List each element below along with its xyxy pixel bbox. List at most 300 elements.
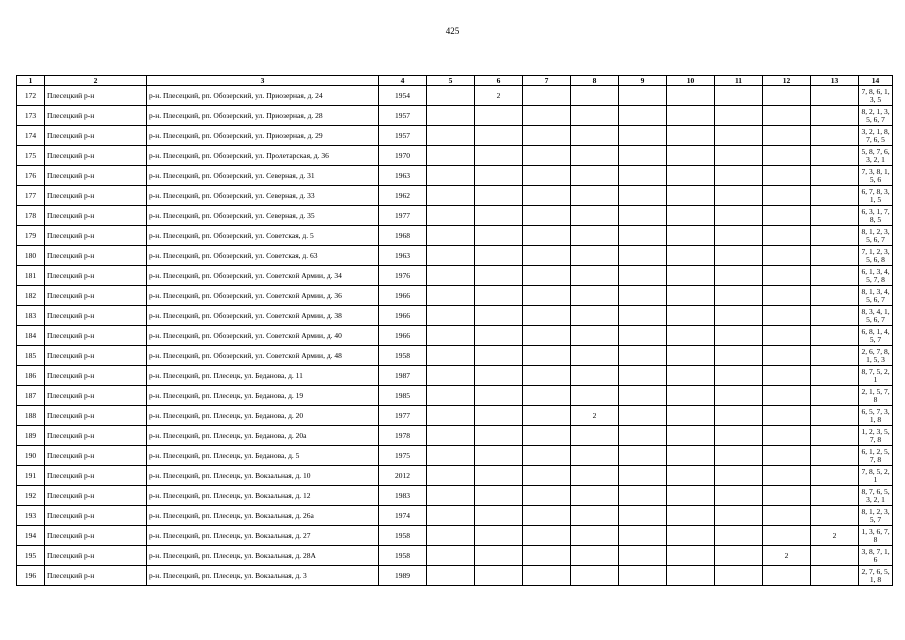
table-row	[17, 286, 893, 306]
col5-cell	[427, 146, 475, 166]
row-number: 194	[17, 526, 45, 546]
col10-cell	[667, 506, 715, 526]
col6-cell	[475, 126, 523, 146]
col11-cell	[715, 306, 763, 326]
district-cell: Плесецкий р-н	[45, 406, 147, 426]
col13-cell	[811, 426, 859, 446]
col11-cell	[715, 326, 763, 346]
col13-cell	[811, 466, 859, 486]
row-number: 181	[17, 266, 45, 286]
col6-cell	[475, 206, 523, 226]
district-cell: Плесецкий р-н	[45, 346, 147, 366]
col9-cell	[619, 206, 667, 226]
col10-cell	[667, 406, 715, 426]
col9-cell	[619, 546, 667, 566]
col5-cell	[427, 286, 475, 306]
col9-cell	[619, 406, 667, 426]
col9-cell	[619, 106, 667, 126]
col11-cell	[715, 226, 763, 246]
codes-cell: 8, 3, 4, 1, 5, 6, 7	[859, 306, 893, 326]
year-cell: 1958	[379, 546, 427, 566]
col5-cell	[427, 346, 475, 366]
table-row	[17, 566, 893, 586]
district-cell: Плесецкий р-н	[45, 446, 147, 466]
district-cell: Плесецкий р-н	[45, 146, 147, 166]
col13-cell	[811, 406, 859, 426]
year-cell: 1987	[379, 366, 427, 386]
row-number: 173	[17, 106, 45, 126]
col9-cell	[619, 246, 667, 266]
col13-cell: 2	[811, 526, 859, 546]
col13-cell	[811, 126, 859, 146]
district-cell: Плесецкий р-н	[45, 426, 147, 446]
col10-cell	[667, 466, 715, 486]
col9-cell	[619, 86, 667, 106]
col11-cell	[715, 126, 763, 146]
col-header-10: 10	[667, 76, 715, 86]
col10-cell	[667, 306, 715, 326]
row-number: 193	[17, 506, 45, 526]
col7-cell	[523, 86, 571, 106]
col7-cell	[523, 126, 571, 146]
col13-cell	[811, 186, 859, 206]
table-row	[17, 486, 893, 506]
col11-cell	[715, 486, 763, 506]
district-cell: Плесецкий р-н	[45, 506, 147, 526]
col13-cell	[811, 206, 859, 226]
col8-cell: 2	[571, 406, 619, 426]
col-header-12: 12	[763, 76, 811, 86]
col12-cell	[763, 526, 811, 546]
col8-cell	[571, 226, 619, 246]
col8-cell	[571, 286, 619, 306]
col11-cell	[715, 366, 763, 386]
codes-cell: 2, 1, 5, 7, 8	[859, 386, 893, 406]
address-cell: р-н. Плесецкий, рп. Обозерский, ул. Северная, д. 35	[147, 206, 379, 226]
col6-cell	[475, 166, 523, 186]
year-cell: 1985	[379, 386, 427, 406]
col13-cell	[811, 166, 859, 186]
district-cell: Плесецкий р-н	[45, 526, 147, 546]
col6-cell	[475, 146, 523, 166]
col5-cell	[427, 106, 475, 126]
col9-cell	[619, 466, 667, 486]
year-cell: 1958	[379, 526, 427, 546]
col11-cell	[715, 206, 763, 226]
col-header-3: 3	[147, 76, 379, 86]
col6-cell	[475, 326, 523, 346]
row-number: 184	[17, 326, 45, 346]
col8-cell	[571, 386, 619, 406]
year-cell: 1966	[379, 306, 427, 326]
row-number: 187	[17, 386, 45, 406]
table-body	[17, 86, 893, 586]
col5-cell	[427, 166, 475, 186]
col10-cell	[667, 426, 715, 446]
codes-cell: 8, 2, 1, 3, 5, 6, 7	[859, 106, 893, 126]
col11-cell	[715, 246, 763, 266]
col6-cell	[475, 486, 523, 506]
col6-cell	[475, 466, 523, 486]
year-cell: 2012	[379, 466, 427, 486]
col10-cell	[667, 266, 715, 286]
col7-cell	[523, 286, 571, 306]
col7-cell	[523, 546, 571, 566]
col13-cell	[811, 286, 859, 306]
col8-cell	[571, 206, 619, 226]
col6-cell	[475, 566, 523, 586]
district-cell: Плесецкий р-н	[45, 206, 147, 226]
address-cell: р-н. Плесецкий, рп. Обозерский, ул. Пролетарская, д. 36	[147, 146, 379, 166]
year-cell: 1963	[379, 166, 427, 186]
row-number: 192	[17, 486, 45, 506]
year-cell: 1958	[379, 346, 427, 366]
col6-cell	[475, 446, 523, 466]
col11-cell	[715, 446, 763, 466]
table-row	[17, 466, 893, 486]
year-cell: 1957	[379, 106, 427, 126]
address-cell: р-н. Плесецкий, рп. Обозерский, ул. Советской Армии, д. 40	[147, 326, 379, 346]
codes-cell: 7, 8, 6, 1, 3, 5	[859, 86, 893, 106]
col6-cell	[475, 186, 523, 206]
col12-cell	[763, 346, 811, 366]
year-cell: 1966	[379, 286, 427, 306]
row-number: 190	[17, 446, 45, 466]
col5-cell	[427, 366, 475, 386]
col10-cell	[667, 106, 715, 126]
address-cell: р-н. Плесецкий, рп. Обозерский, ул. Советской Армии, д. 48	[147, 346, 379, 366]
col9-cell	[619, 146, 667, 166]
row-number: 191	[17, 466, 45, 486]
col13-cell	[811, 86, 859, 106]
row-number: 176	[17, 166, 45, 186]
col13-cell	[811, 506, 859, 526]
table-row	[17, 326, 893, 346]
table-row	[17, 366, 893, 386]
col9-cell	[619, 126, 667, 146]
table-row	[17, 226, 893, 246]
col7-cell	[523, 446, 571, 466]
col13-cell	[811, 246, 859, 266]
col11-cell	[715, 186, 763, 206]
table-row	[17, 166, 893, 186]
year-cell: 1978	[379, 426, 427, 446]
col9-cell	[619, 506, 667, 526]
col7-cell	[523, 346, 571, 366]
col12-cell	[763, 426, 811, 446]
table-row	[17, 386, 893, 406]
col8-cell	[571, 486, 619, 506]
codes-cell: 2, 6, 7, 8, 1, 5, 3	[859, 346, 893, 366]
col13-cell	[811, 106, 859, 126]
col8-cell	[571, 306, 619, 326]
district-cell: Плесецкий р-н	[45, 86, 147, 106]
row-number: 185	[17, 346, 45, 366]
col12-cell	[763, 486, 811, 506]
col13-cell	[811, 146, 859, 166]
col6-cell: 2	[475, 86, 523, 106]
codes-cell: 6, 3, 1, 7, 8, 5	[859, 206, 893, 226]
district-cell: Плесецкий р-н	[45, 386, 147, 406]
codes-cell: 7, 1, 2, 3, 5, 6, 8	[859, 246, 893, 266]
col9-cell	[619, 526, 667, 546]
col8-cell	[571, 246, 619, 266]
page-number: 425	[445, 26, 460, 36]
col8-cell	[571, 86, 619, 106]
col8-cell	[571, 526, 619, 546]
col12-cell	[763, 446, 811, 466]
col9-cell	[619, 446, 667, 466]
col12-cell	[763, 306, 811, 326]
table-row	[17, 86, 893, 106]
col12-cell	[763, 506, 811, 526]
year-cell: 1989	[379, 566, 427, 586]
year-cell: 1962	[379, 186, 427, 206]
col11-cell	[715, 466, 763, 486]
address-cell: р-н. Плесецкий, рп. Обозерский, ул. Советская, д. 63	[147, 246, 379, 266]
district-cell: Плесецкий р-н	[45, 166, 147, 186]
col5-cell	[427, 566, 475, 586]
col10-cell	[667, 546, 715, 566]
col7-cell	[523, 406, 571, 426]
col9-cell	[619, 326, 667, 346]
col6-cell	[475, 266, 523, 286]
address-cell: р-н. Плесецкий, рп. Плесецк, ул. Беданова, д. 20а	[147, 426, 379, 446]
codes-cell: 1, 2, 3, 5, 7, 8	[859, 426, 893, 446]
address-cell: р-н. Плесецкий, рп. Плесецк, ул. Вокзальная, д. 10	[147, 466, 379, 486]
col8-cell	[571, 186, 619, 206]
row-number: 178	[17, 206, 45, 226]
col6-cell	[475, 406, 523, 426]
col13-cell	[811, 266, 859, 286]
codes-cell: 1, 3, 6, 7, 8	[859, 526, 893, 546]
row-number: 175	[17, 146, 45, 166]
col8-cell	[571, 566, 619, 586]
col5-cell	[427, 246, 475, 266]
col8-cell	[571, 106, 619, 126]
col13-cell	[811, 386, 859, 406]
col12-cell	[763, 186, 811, 206]
col11-cell	[715, 346, 763, 366]
codes-cell: 8, 7, 5, 2, 1	[859, 366, 893, 386]
col10-cell	[667, 246, 715, 266]
col9-cell	[619, 166, 667, 186]
col7-cell	[523, 166, 571, 186]
col10-cell	[667, 286, 715, 306]
year-cell: 1977	[379, 406, 427, 426]
col7-cell	[523, 466, 571, 486]
col10-cell	[667, 366, 715, 386]
district-cell: Плесецкий р-н	[45, 566, 147, 586]
col10-cell	[667, 206, 715, 226]
table-row	[17, 406, 893, 426]
col-header-14: 14	[859, 76, 893, 86]
district-cell: Плесецкий р-н	[45, 286, 147, 306]
col12-cell	[763, 386, 811, 406]
col5-cell	[427, 546, 475, 566]
codes-cell: 3, 8, 7, 1, 6	[859, 546, 893, 566]
col6-cell	[475, 106, 523, 126]
col10-cell	[667, 346, 715, 366]
col-header-4: 4	[379, 76, 427, 86]
col10-cell	[667, 566, 715, 586]
col5-cell	[427, 186, 475, 206]
address-cell: р-н. Плесецкий, рп. Плесецк, ул. Беданова, д. 19	[147, 386, 379, 406]
year-cell: 1966	[379, 326, 427, 346]
address-cell: р-н. Плесецкий, рп. Обозерский, ул. Советской Армии, д. 38	[147, 306, 379, 326]
col9-cell	[619, 386, 667, 406]
col5-cell	[427, 486, 475, 506]
col6-cell	[475, 306, 523, 326]
col7-cell	[523, 386, 571, 406]
district-cell: Плесецкий р-н	[45, 306, 147, 326]
district-cell: Плесецкий р-н	[45, 266, 147, 286]
col7-cell	[523, 206, 571, 226]
row-number: 174	[17, 126, 45, 146]
address-cell: р-н. Плесецкий, рп. Плесецк, ул. Вокзальная, д. 27	[147, 526, 379, 546]
col-header-8: 8	[571, 76, 619, 86]
col12-cell	[763, 366, 811, 386]
col9-cell	[619, 426, 667, 446]
col5-cell	[427, 126, 475, 146]
col13-cell	[811, 306, 859, 326]
row-number: 177	[17, 186, 45, 206]
housing-registry-table	[16, 75, 893, 586]
district-cell: Плесецкий р-н	[45, 326, 147, 346]
codes-cell: 6, 7, 8, 3, 1, 5	[859, 186, 893, 206]
codes-cell: 8, 1, 2, 3, 5, 7	[859, 506, 893, 526]
row-number: 179	[17, 226, 45, 246]
col8-cell	[571, 146, 619, 166]
col10-cell	[667, 126, 715, 146]
col5-cell	[427, 326, 475, 346]
col-header-9: 9	[619, 76, 667, 86]
district-cell: Плесецкий р-н	[45, 546, 147, 566]
table-row	[17, 146, 893, 166]
codes-cell: 6, 5, 7, 3, 1, 8	[859, 406, 893, 426]
col12-cell	[763, 226, 811, 246]
col7-cell	[523, 426, 571, 446]
col10-cell	[667, 226, 715, 246]
row-number: 183	[17, 306, 45, 326]
col5-cell	[427, 86, 475, 106]
col8-cell	[571, 346, 619, 366]
row-number: 186	[17, 366, 45, 386]
col11-cell	[715, 106, 763, 126]
col8-cell	[571, 166, 619, 186]
col10-cell	[667, 326, 715, 346]
year-cell: 1974	[379, 506, 427, 526]
table-row	[17, 506, 893, 526]
col6-cell	[475, 226, 523, 246]
col6-cell	[475, 426, 523, 446]
col-header-5: 5	[427, 76, 475, 86]
col12-cell: 2	[763, 546, 811, 566]
col11-cell	[715, 386, 763, 406]
col7-cell	[523, 266, 571, 286]
address-cell: р-н. Плесецкий, рп. Обозерский, ул. Северная, д. 31	[147, 166, 379, 186]
codes-cell: 8, 7, 6, 5, 3, 2, 1	[859, 486, 893, 506]
col9-cell	[619, 346, 667, 366]
col7-cell	[523, 366, 571, 386]
col11-cell	[715, 506, 763, 526]
col13-cell	[811, 446, 859, 466]
col6-cell	[475, 546, 523, 566]
address-cell: р-н. Плесецкий, рп. Плесецк, ул. Вокзальная, д. 3	[147, 566, 379, 586]
col5-cell	[427, 266, 475, 286]
address-cell: р-н. Плесецкий, рп. Обозерский, ул. Приозерная, д. 28	[147, 106, 379, 126]
table-row	[17, 526, 893, 546]
row-number: 189	[17, 426, 45, 446]
table-row	[17, 446, 893, 466]
col8-cell	[571, 326, 619, 346]
col13-cell	[811, 226, 859, 246]
row-number: 188	[17, 406, 45, 426]
district-cell: Плесецкий р-н	[45, 226, 147, 246]
col6-cell	[475, 246, 523, 266]
district-cell: Плесецкий р-н	[45, 246, 147, 266]
col6-cell	[475, 366, 523, 386]
codes-cell: 6, 1, 3, 4, 5, 7, 8	[859, 266, 893, 286]
year-cell: 1976	[379, 266, 427, 286]
col10-cell	[667, 386, 715, 406]
col-header-2: 2	[45, 76, 147, 86]
col7-cell	[523, 246, 571, 266]
col11-cell	[715, 86, 763, 106]
col6-cell	[475, 386, 523, 406]
col12-cell	[763, 86, 811, 106]
row-number: 180	[17, 246, 45, 266]
col8-cell	[571, 466, 619, 486]
district-cell: Плесецкий р-н	[45, 106, 147, 126]
col11-cell	[715, 166, 763, 186]
codes-cell: 7, 3, 8, 1, 5, 6	[859, 166, 893, 186]
col11-cell	[715, 146, 763, 166]
col8-cell	[571, 546, 619, 566]
codes-cell: 7, 8, 5, 2, 1	[859, 466, 893, 486]
col5-cell	[427, 446, 475, 466]
col9-cell	[619, 366, 667, 386]
col9-cell	[619, 486, 667, 506]
table-row	[17, 426, 893, 446]
codes-cell: 6, 1, 2, 5, 7, 8	[859, 446, 893, 466]
col9-cell	[619, 266, 667, 286]
col7-cell	[523, 106, 571, 126]
table-row	[17, 266, 893, 286]
table-row	[17, 546, 893, 566]
col10-cell	[667, 86, 715, 106]
col5-cell	[427, 466, 475, 486]
col5-cell	[427, 526, 475, 546]
codes-cell: 5, 8, 7, 6, 3, 2, 1	[859, 146, 893, 166]
col12-cell	[763, 286, 811, 306]
year-cell: 1957	[379, 126, 427, 146]
col-header-13: 13	[811, 76, 859, 86]
col10-cell	[667, 166, 715, 186]
col7-cell	[523, 186, 571, 206]
codes-cell: 8, 1, 2, 3, 5, 6, 7	[859, 226, 893, 246]
address-cell: р-н. Плесецкий, рп. Плесецк, ул. Беданова, д. 11	[147, 366, 379, 386]
address-cell: р-н. Плесецкий, рп. Обозерский, ул. Советская, д. 5	[147, 226, 379, 246]
col11-cell	[715, 426, 763, 446]
col12-cell	[763, 206, 811, 226]
col8-cell	[571, 126, 619, 146]
col5-cell	[427, 426, 475, 446]
table-row	[17, 206, 893, 226]
col7-cell	[523, 566, 571, 586]
district-cell: Плесецкий р-н	[45, 466, 147, 486]
col13-cell	[811, 566, 859, 586]
